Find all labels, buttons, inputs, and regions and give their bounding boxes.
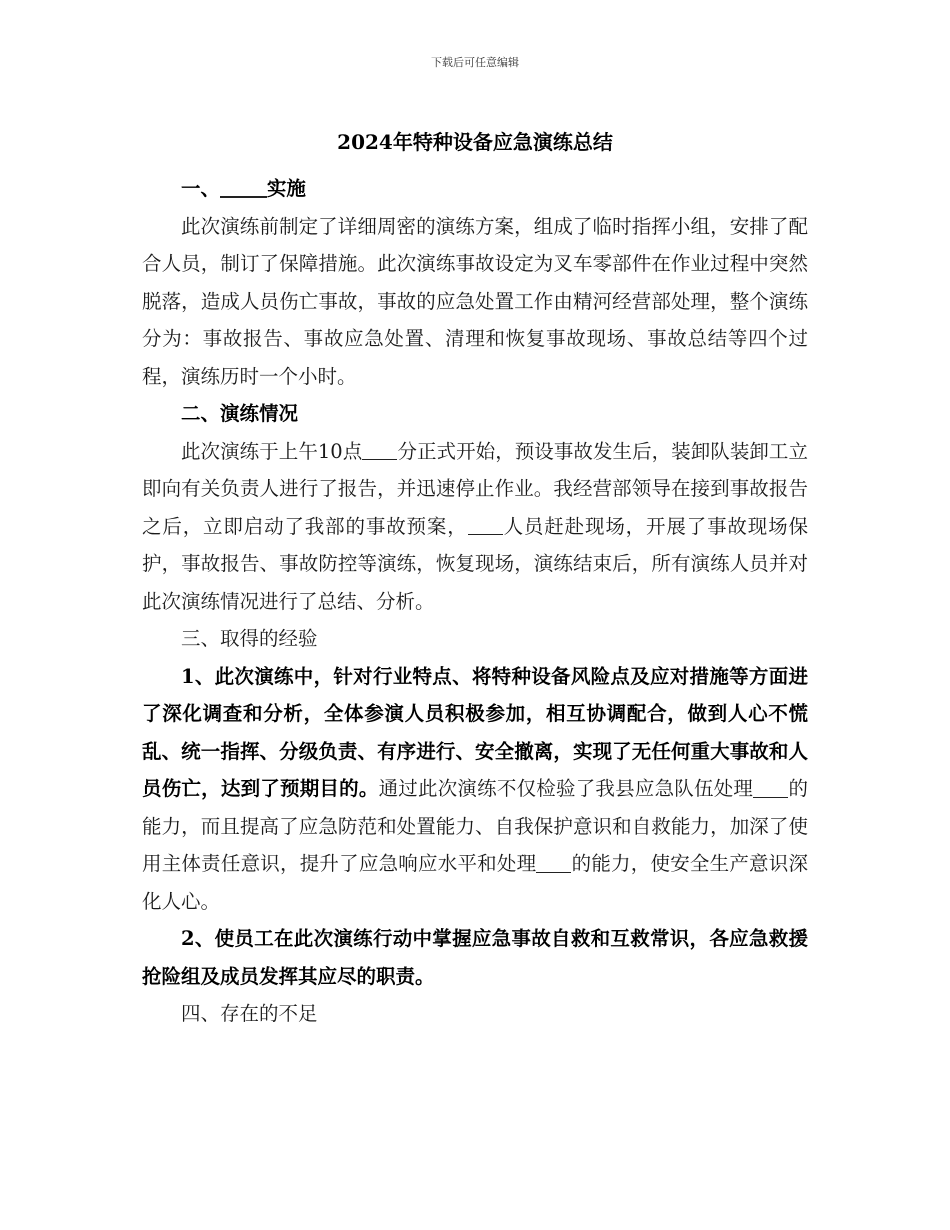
section-2-heading: 二、演练情况 xyxy=(181,402,299,425)
section-2-text-b: 分正式开始，预设事故发生后，装卸队装卸工立即向有关负责人进行了报告，并迅速停止作业。我经营部领导在接到事故报告之后，立即启动了我部的事故预案， xyxy=(142,439,808,538)
section-3-text-c: 的能力，使安全生产意识深化人心。 xyxy=(142,852,808,913)
section-4-heading: 四、存在的不足 xyxy=(181,1002,318,1025)
section-2-text-a: 此次演练于上午10点 xyxy=(181,439,363,463)
blank-line xyxy=(753,777,788,798)
section-3-paragraph-2: 2、使员工在此次演练行动中掌握应急事故自救和互救常识，各应急救援抢险组及成员发挥其应尽的职责。 xyxy=(142,927,808,988)
section-2-text-c: 人员赶赴现场，开展了事故现场保护，事故报告、事故防控等演练，恢复现场，演练结束后，所有演练人员并对此次演练情况进行了总结、分析。 xyxy=(142,514,808,613)
blank-line xyxy=(220,176,267,198)
header-note: 下载后可任意编辑 xyxy=(431,56,519,69)
section-2-paragraph xyxy=(142,433,808,621)
blank-line xyxy=(362,440,397,461)
document-title: 2024年特种设备应急演练总结 xyxy=(337,130,613,154)
section-3-paragraph-1 xyxy=(142,658,808,921)
blank-line xyxy=(536,852,571,873)
section-1-paragraph: 此次演练前制定了详细周密的演练方案，组成了临时指挥小组，安排了配合人员，制订了保障措施。此次演练事故设定为叉车零部件在作业过程中突然脱落，造成人员伤亡事故，事故的应急处置工作由精河经营部处理，整个演练分为：事故报告、事故应急处置、清理和恢复事故现场、事故总结等四个过程，演练历时一个小时。 xyxy=(142,214,808,388)
blank-line xyxy=(468,515,503,536)
section-1-heading-suffix: 实施 xyxy=(266,177,306,200)
section-3-bold-text: 1、此次演练中，针对行业特点、将特种设备风险点及应对措施等方面进了深化调查和分析，全体参演人员积极参加，相互协调配合，做到人心不慌乱、统一指挥、分级负责、有序进行、安全撤离，实现了无任何重大事故和人员伤亡，达到了预期目的。 xyxy=(142,664,808,800)
section-3-text-b: 的能力，而且提高了应急防范和处置能力、自我保护意识和自救能力，加深了使用主体责任意识，提升了应急响应水平和处理 xyxy=(142,777,808,875)
section-1-heading xyxy=(142,170,808,208)
section-3-heading: 三、取得的经验 xyxy=(181,627,318,650)
section-1-heading-prefix: 一、 xyxy=(181,177,221,200)
section-3-text-a: 通过此次演练不仅检验了我县应急队伍处理 xyxy=(378,777,754,800)
document-body xyxy=(142,170,808,1033)
